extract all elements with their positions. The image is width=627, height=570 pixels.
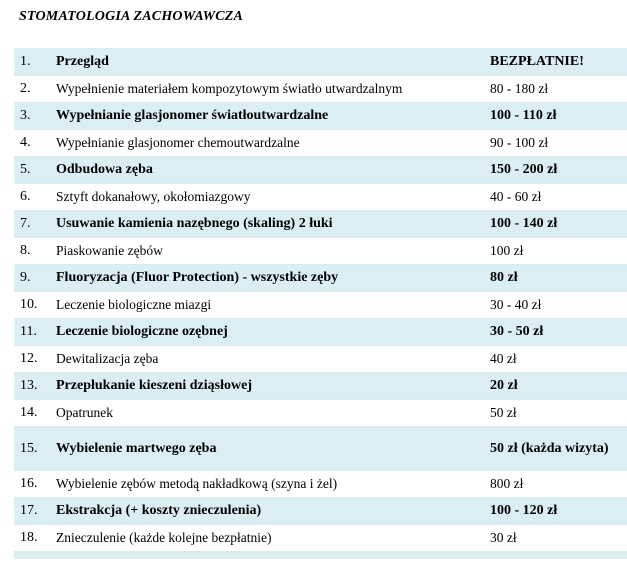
table-row <box>14 372 627 399</box>
service-price: 30 - 40 zł <box>484 291 627 318</box>
table-row <box>14 470 627 497</box>
row-number: 13. <box>14 372 50 399</box>
service-name: Wypełnienie materiałem kompozytowym światło utwardzalnym <box>50 75 484 102</box>
table-row <box>14 129 627 156</box>
service-name: Przepłukanie kieszeni dziąsłowej <box>50 372 484 399</box>
table-row <box>14 264 627 291</box>
service-price: 80 - 180 zł <box>484 75 627 102</box>
row-number: 1. <box>14 48 50 75</box>
row-number: 12. <box>14 345 50 372</box>
row-number: 2. <box>14 75 50 102</box>
row-number: 9. <box>14 264 50 291</box>
service-name: Piaskowanie zębów <box>50 237 484 264</box>
table-row <box>14 399 627 426</box>
service-price: 100 - 110 zł <box>484 102 627 129</box>
service-name: Wybielenie martwego zęba <box>50 426 484 470</box>
row-number: 11. <box>14 318 50 345</box>
service-price: 800 zł <box>484 470 627 497</box>
row-number: 7. <box>14 210 50 237</box>
table-row <box>14 48 627 75</box>
row-number: 8. <box>14 237 50 264</box>
row-number: 4. <box>14 129 50 156</box>
service-price: 90 - 100 zł <box>484 129 627 156</box>
table-row-partial <box>14 551 627 559</box>
table-row <box>14 75 627 102</box>
table-row <box>14 183 627 210</box>
table-row <box>14 210 627 237</box>
table-row <box>14 102 627 129</box>
row-number: 18. <box>14 524 50 551</box>
service-name: Znieczulenie (każde kolejne bezpłatnie) <box>50 524 484 551</box>
row-number: 14. <box>14 399 50 426</box>
service-name: Odbudowa zęba <box>50 156 484 183</box>
document-title: STOMATOLOGIA ZACHOWAWCZA <box>19 9 244 24</box>
row-number: 10. <box>14 291 50 318</box>
service-name: Wypełnianie glasjonomer chemoutwardzalne <box>50 129 484 156</box>
table-row <box>14 318 627 345</box>
service-price: 20 zł <box>484 372 627 399</box>
empty-cell <box>484 551 627 559</box>
service-price: 100 - 140 zł <box>484 210 627 237</box>
empty-cell <box>14 551 50 559</box>
table-row <box>14 156 627 183</box>
service-price: 100 - 120 zł <box>484 497 627 524</box>
service-name: Leczenie biologiczne ozębnej <box>50 318 484 345</box>
price-table <box>14 48 627 559</box>
service-price: 40 - 60 zł <box>484 183 627 210</box>
service-price: 50 zł <box>484 399 627 426</box>
table-row <box>14 497 627 524</box>
service-name: Usuwanie kamienia nazębnego (skaling) 2 łuki <box>50 210 484 237</box>
service-name: Ekstrakcja (+ koszty znieczulenia) <box>50 497 484 524</box>
table-row <box>14 345 627 372</box>
service-price: 30 zł <box>484 524 627 551</box>
service-price: 30 - 50 zł <box>484 318 627 345</box>
table-row <box>14 237 627 264</box>
service-name: Sztyft dokanałowy, okołomiazgowy <box>50 183 484 210</box>
service-price: BEZPŁATNIE! <box>484 48 627 75</box>
service-name: Dewitalizacja zęba <box>50 345 484 372</box>
table-row <box>14 426 627 470</box>
service-name: Opatrunek <box>50 399 484 426</box>
service-price: 150 - 200 zł <box>484 156 627 183</box>
service-name: Leczenie biologiczne miazgi <box>50 291 484 318</box>
service-price: 100 zł <box>484 237 627 264</box>
service-price: 40 zł <box>484 345 627 372</box>
row-number: 5. <box>14 156 50 183</box>
table-row <box>14 524 627 551</box>
table-row <box>14 291 627 318</box>
row-number: 16. <box>14 470 50 497</box>
service-name: Fluoryzacja (Fluor Protection) - wszystkie zęby <box>50 264 484 291</box>
service-name: Wybielenie zębów metodą nakładkową (szyna i żel) <box>50 470 484 497</box>
row-number: 6. <box>14 183 50 210</box>
service-name: Wypełnianie glasjonomer światłoutwardzalne <box>50 102 484 129</box>
service-price: 80 zł <box>484 264 627 291</box>
row-number: 17. <box>14 497 50 524</box>
row-number: 3. <box>14 102 50 129</box>
service-name: Przegląd <box>50 48 484 75</box>
service-price: 50 zł (każda wizyta) <box>484 426 627 470</box>
price-table-body <box>14 48 627 559</box>
empty-cell <box>50 551 484 559</box>
row-number: 15. <box>14 426 50 470</box>
